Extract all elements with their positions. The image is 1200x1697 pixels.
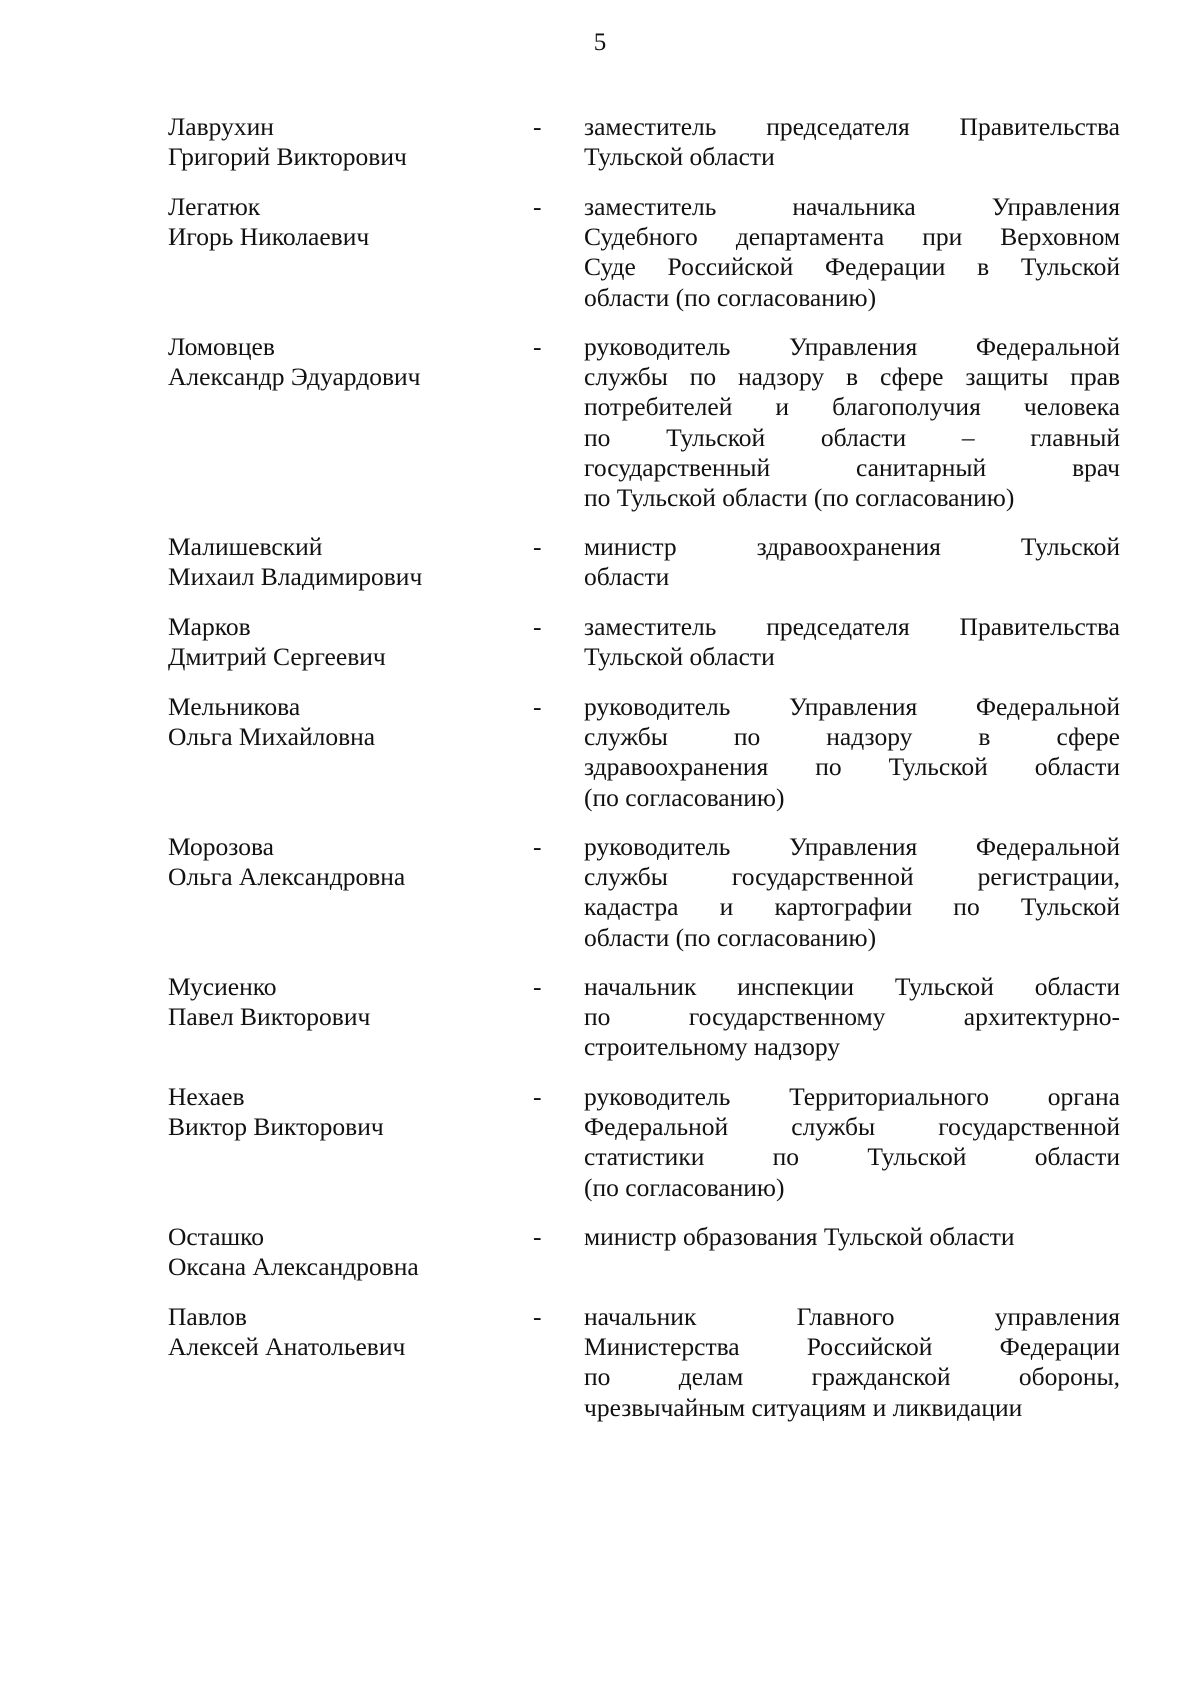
position-line: Тульской области (584, 142, 775, 172)
dash-separator: - (533, 832, 542, 861)
position-line: заместитель председателя Правительства (584, 612, 1120, 641)
member-name (168, 612, 528, 672)
position-line: строительному надзору (584, 1032, 840, 1062)
position-line: Министерства Российской Федерации (584, 1332, 1120, 1362)
position-line: области (по согласованию) (584, 282, 877, 312)
member-position (584, 1222, 1120, 1252)
position-line: Суде Российской Федерации в Тульской (584, 252, 1120, 282)
position-line: руководитель Управления Федеральной (584, 832, 1120, 861)
member-surname: Павлов (168, 1302, 247, 1331)
member-given-names: Виктор Викторович (168, 1112, 384, 1142)
member-given-names: Ольга Александровна (168, 862, 406, 892)
position-line: службы по надзору в сфере (584, 722, 1120, 752)
member-given-names: Григорий Викторович (168, 142, 407, 172)
dash-separator: - (533, 612, 542, 641)
dash-separator: - (533, 332, 542, 361)
position-line: здравоохранения по Тульской области (584, 752, 1120, 782)
member-given-names: Михаил Владимирович (168, 562, 423, 592)
member-position (584, 1302, 1120, 1423)
member-given-names: Оксана Александровна (168, 1252, 419, 1282)
dash-separator: - (533, 1082, 542, 1111)
position-line: Федеральной службы государственной (584, 1112, 1120, 1142)
dash-separator: - (533, 692, 542, 721)
member-position (584, 112, 1120, 172)
member-position (584, 832, 1120, 953)
position-line: статистики по Тульской области (584, 1142, 1120, 1172)
page-number: 5 (593, 29, 607, 56)
member-given-names: Павел Викторович (168, 1002, 371, 1032)
position-line: чрезвычайным ситуациям и ликвидации (584, 1392, 1023, 1422)
position-line: потребителей и благополучия человека (584, 392, 1120, 422)
dash-separator: - (533, 1222, 542, 1251)
position-line: министр образования Тульской области (584, 1222, 1015, 1251)
position-line: Тульской области (584, 642, 775, 672)
member-surname: Легатюк (168, 192, 261, 221)
dash-separator: - (533, 972, 542, 1001)
position-line: области (584, 562, 670, 592)
member-surname: Мельникова (168, 692, 301, 721)
member-position (584, 972, 1120, 1063)
position-line: начальник инспекции Тульской области (584, 972, 1120, 1001)
member-given-names: Игорь Николаевич (168, 222, 370, 252)
position-line: руководитель Управления Федеральной (584, 692, 1120, 721)
position-line: руководитель Управления Федеральной (584, 332, 1120, 361)
position-line: службы государственной регистрации, (584, 862, 1120, 892)
position-line: заместитель начальника Управления (584, 192, 1120, 221)
member-name (168, 692, 528, 752)
member-surname: Осташко (168, 1222, 264, 1251)
member-name (168, 1222, 528, 1282)
member-position (584, 532, 1120, 592)
member-position (584, 1082, 1120, 1203)
position-line: заместитель председателя Правительства (584, 112, 1120, 141)
member-given-names: Дмитрий Сергеевич (168, 642, 386, 672)
dash-separator: - (533, 1302, 542, 1331)
position-line: руководитель Территориального органа (584, 1082, 1120, 1111)
member-given-names: Ольга Михайловна (168, 722, 376, 752)
member-position (584, 192, 1120, 313)
position-line: по Тульской области (по согласованию) (584, 483, 1015, 513)
position-line: министр здравоохранения Тульской (584, 532, 1120, 561)
position-line: по государственному архитектурно- (584, 1002, 1120, 1032)
member-surname: Лаврухин (168, 112, 274, 141)
member-name (168, 972, 528, 1032)
position-line: по Тульской области – главный (584, 422, 1120, 452)
position-line: службы по надзору в сфере защиты прав (584, 362, 1120, 392)
member-name (168, 832, 528, 892)
position-line: по делам гражданской обороны, (584, 1362, 1120, 1392)
member-position (584, 332, 1120, 513)
member-position (584, 612, 1120, 672)
position-line: Судебного департамента при Верховном (584, 222, 1120, 252)
dash-separator: - (533, 532, 542, 561)
member-name (168, 112, 528, 172)
member-name (168, 192, 528, 252)
member-surname: Мусиенко (168, 972, 277, 1001)
member-name (168, 1302, 528, 1362)
position-line: начальник Главного управления (584, 1302, 1120, 1331)
member-name (168, 1082, 528, 1142)
position-line: (по согласованию) (584, 782, 785, 812)
position-line: (по согласованию) (584, 1172, 785, 1202)
member-surname: Морозова (168, 832, 274, 861)
position-line: кадастра и картографии по Тульской (584, 892, 1120, 922)
member-position (584, 692, 1120, 813)
member-surname: Нехаев (168, 1082, 245, 1111)
position-line: области (по согласованию) (584, 922, 877, 952)
dash-separator: - (533, 112, 542, 141)
dash-separator: - (533, 192, 542, 221)
member-given-names: Алексей Анатольевич (168, 1332, 406, 1362)
member-surname: Марков (168, 612, 251, 641)
member-given-names: Александр Эдуардович (168, 362, 421, 392)
member-name (168, 332, 528, 392)
position-line: государственный санитарный врач (584, 452, 1120, 482)
member-surname: Малишевский (168, 532, 323, 561)
member-name (168, 532, 528, 592)
member-surname: Ломовцев (168, 332, 275, 361)
